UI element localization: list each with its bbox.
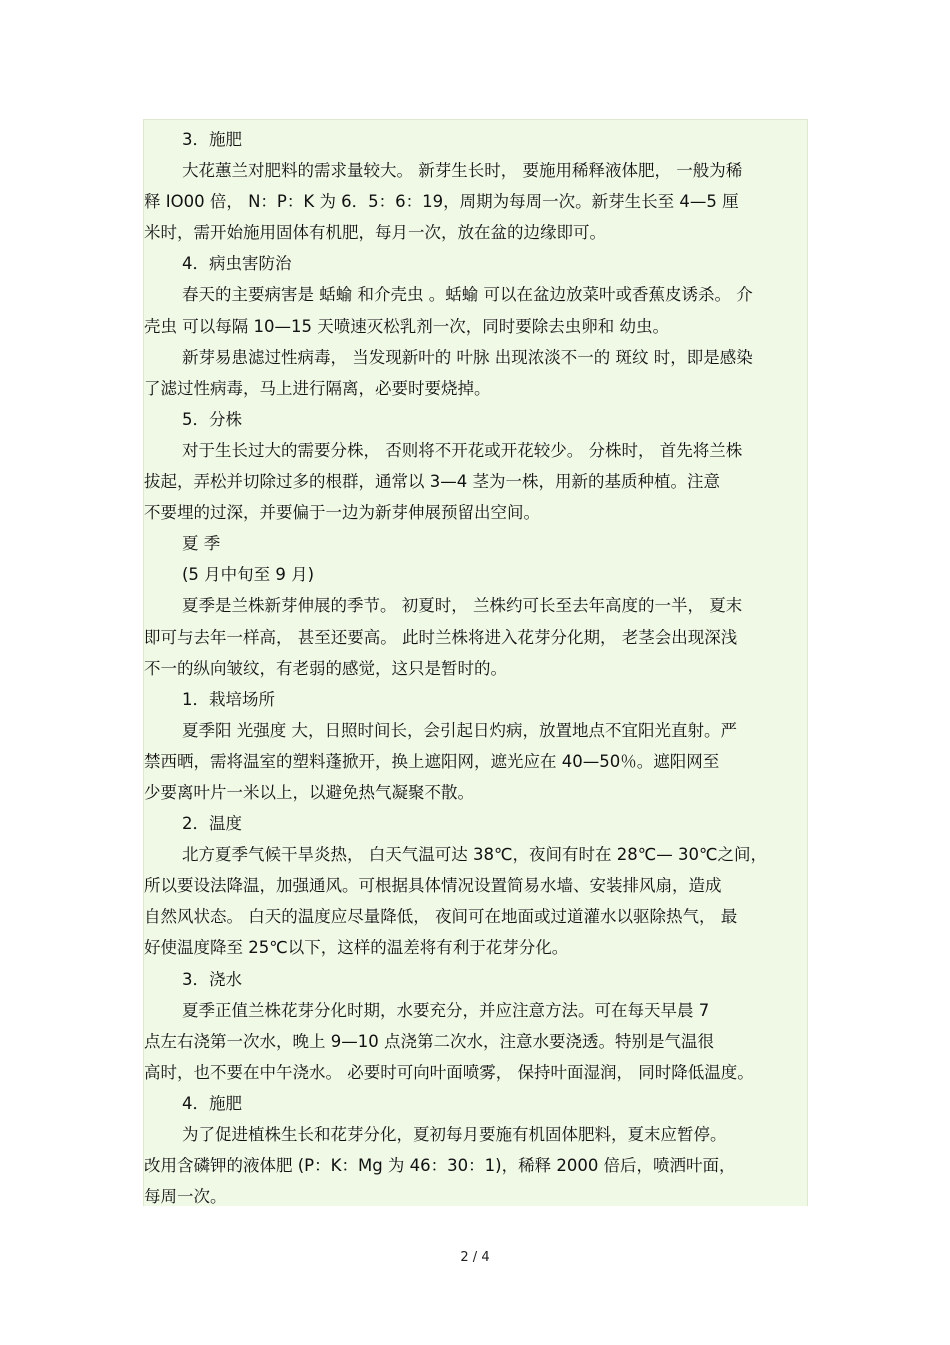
document-content-box [143, 119, 808, 1206]
paragraph-line: 夏季正值兰株花芽分化时期，水要充分，并应注意方法。可在每天早晨 7 [182, 1000, 710, 1020]
paragraph-line: 米时，需开始施用固体有机肥，每月一次，放在盆的边缘即可。 [144, 223, 606, 243]
section-heading-location: 1．栽培场所 [182, 689, 275, 709]
paragraph-line: 夏季阳 光强度 大，日照时间长，会引起日灼病，放置地点不宜阳光直射。严 [182, 720, 737, 740]
paragraph-line: 不要埋的过深，并要偏于一边为新芽伸展预留出空间。 [144, 503, 540, 523]
paragraph-line: 禁西晒，需将温室的塑料蓬掀开，换上遮阳网，遮光应在 40—50％。遮阳网至 [144, 751, 720, 771]
paragraph-line: 点左右浇第一次水，晚上 9—10 点浇第二次水，注意水要浇透。特别是气温很 [144, 1031, 714, 1051]
paragraph-line: 为了促进植株生长和花芽分化，夏初每月要施有机固体肥料，夏末应暂停。 [182, 1125, 727, 1144]
paragraph-line: 每周一次。 [144, 1187, 227, 1207]
paragraph-line: 壳虫 可以每隔 10—15 天喷速灭松乳剂一次，同时要除去虫卵和 幼虫。 [144, 316, 669, 336]
paragraph-line: 新芽易患滤过性病毒， 当发现新叶的 叶脉 出现浓淡不一的 斑纹 时，即是感染 [182, 347, 753, 367]
paragraph-line: 改用含磷钾的液体肥 (P：K：Mg 为 46：30：1)，稀释 2000 倍后，喷洒叶面， [144, 1156, 736, 1176]
paragraph-line: 少要离叶片一米以上，以避免热气凝聚不散。 [144, 782, 474, 802]
section-heading-watering: 3．浇水 [182, 969, 242, 989]
paragraph-line: 春天的主要病害是 蛞蝓 和介壳虫 。蛞蝓 可以在盆边放菜叶或香蕉皮诱杀。 介 [182, 285, 753, 305]
paragraph-line: 拔起，弄松并切除过多的根群，通常以 3—4 茎为一株，用新的基质种植。注意 [144, 472, 720, 492]
page-number: 2 / 4 [460, 1250, 490, 1265]
paragraph-line: 高时，也不要在中午浇水。 必要时可向叶面喷雾， 保持叶面湿润， 同时降低温度。 [144, 1062, 754, 1082]
section-heading-temperature: 2．温度 [182, 814, 242, 834]
paragraph-line: 不一的纵向皱纹，有老弱的感觉，这只是暂时的。 [144, 658, 507, 678]
paragraph-line: 自然风状态。 白天的温度应尽量降低， 夜间可在地面或过道灌水以驱除热气， 最 [144, 907, 738, 927]
section-heading-fertilizing: 3．施肥 [182, 130, 242, 149]
paragraph-line: 夏季是兰株新芽伸展的季节。 初夏时， 兰株约可长至去年高度的一半， 夏末 [182, 596, 743, 616]
document-text [144, 124, 807, 1212]
season-heading-summer: 夏 季 [182, 534, 221, 554]
section-heading-pest-control: 4．病虫害防治 [182, 254, 292, 274]
paragraph-line: 大花蕙兰对肥料的需求量较大。 新芽生长时， 要施用稀释液体肥， 一般为稀 [182, 161, 743, 181]
section-heading-division: 5．分株 [182, 409, 242, 429]
season-date-range: (5 月中旬至 9 月) [182, 565, 315, 585]
paragraph-line: 释 IO00 倍， N：P：K 为 6．5：6：19，周期为每周一次。新芽生长至 4—5 厘 [144, 192, 739, 212]
paragraph-line: 即可与去年一样高， 甚至还要高。 此时兰株将进入花芽分化期， 老茎会出现深浅 [144, 627, 738, 647]
paragraph-line: 了滤过性病毒，马上进行隔离，必要时要烧掉。 [144, 378, 491, 398]
paragraph-line: 北方夏季气候干旱炎热， 白天气温可达 38℃，夜间有时在 28℃— 30℃之间， [182, 845, 768, 865]
section-heading-summer-fertilizing: 4．施肥 [182, 1093, 242, 1113]
paragraph-line: 所以要设法降温，加强通风。可根据具体情况设置简易水墙、安装排风扇，造成 [144, 876, 722, 896]
paragraph-line: 对于生长过大的需要分株， 否则将不开花或开花较少。 分株时， 首先将兰株 [182, 440, 743, 460]
paragraph-line: 好使温度降至 25℃以下，这样的温差将有利于花芽分化。 [144, 938, 569, 958]
